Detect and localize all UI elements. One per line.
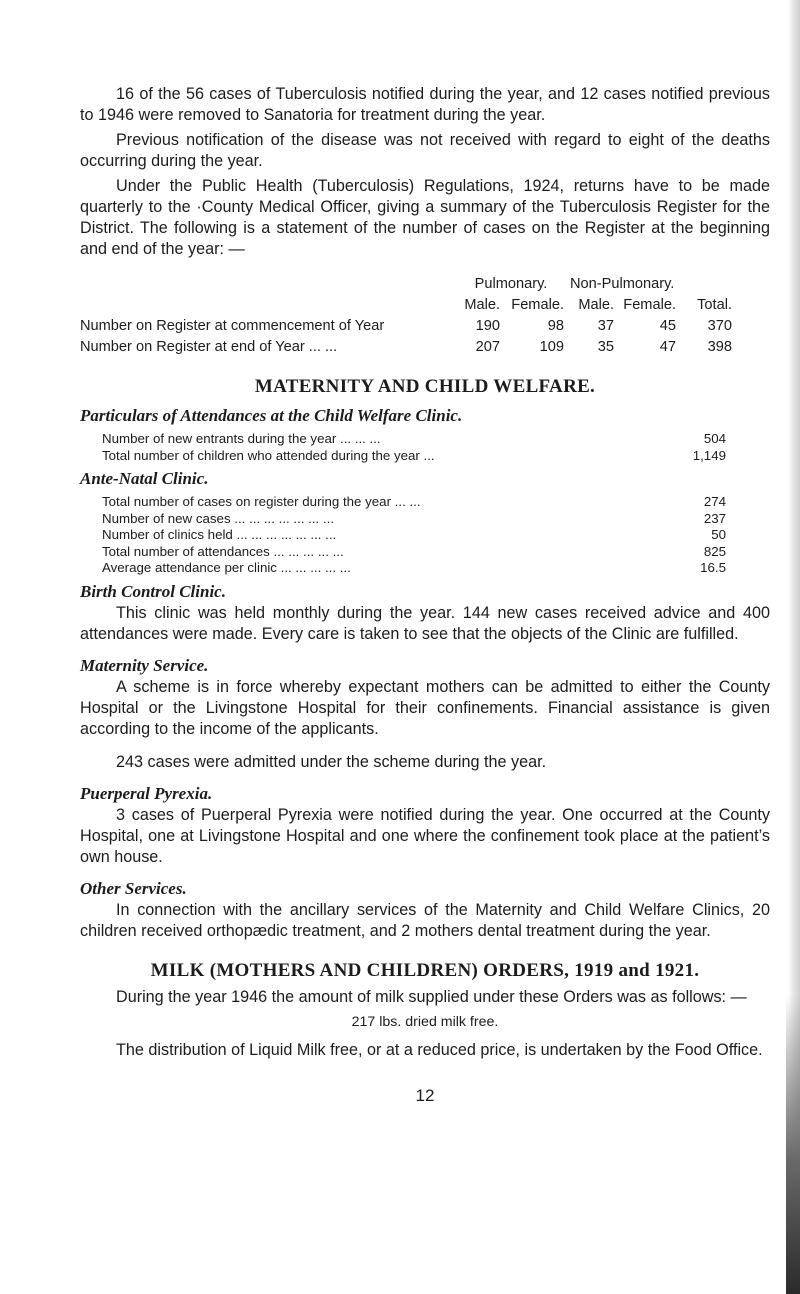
table-cell: 37 — [597, 318, 614, 334]
stat-label: Number of new cases ... ... ... ... ... ... ... — [102, 510, 335, 526]
ante-natal-clinic-heading: Ante-Natal Clinic. — [80, 469, 209, 488]
table-column-header-row — [80, 295, 732, 316]
stat-value: 1,149 — [692, 447, 726, 463]
stat-row — [102, 544, 726, 561]
child-welfare-clinic-heading: Particulars of Attendances at the Child Welfare Clinic. — [80, 406, 463, 425]
stat-label: Total number of children who attended during the year ... — [102, 447, 435, 463]
other-services-heading: Other Services. — [80, 878, 187, 898]
column-header: Total. — [697, 297, 732, 313]
birth-control-clinic-heading: Birth Control Clinic. — [80, 581, 226, 601]
stat-label: Total number of attendances ... ... ... ... ... — [102, 543, 344, 559]
maternity-service-paragraph-1: A scheme is in force whereby expectant mothers can be admitted to either the County Hospital or the Livingstone Hospital for their confinements. Financial assistance is given according to the income of the applicants. — [80, 677, 770, 738]
stat-value: 504 — [703, 431, 726, 446]
table-cell: 47 — [659, 339, 676, 355]
stat-row — [102, 527, 726, 544]
milk-paragraph-1: During the year 1946 the amount of milk supplied under these Orders was as follows: — — [116, 987, 747, 1006]
table-cell: 98 — [547, 318, 564, 334]
column-header: Female. — [623, 297, 676, 313]
page-edge-dark-shadow — [786, 994, 800, 1294]
column-header: Male. — [464, 297, 500, 313]
group-header-non-pulmonary: Non-Pulmonary. — [570, 276, 675, 292]
table-cell: 207 — [475, 339, 500, 355]
table-cell: 370 — [707, 318, 732, 334]
milk-amount-line: 217 lbs. dried milk free. — [351, 1013, 499, 1030]
stat-value: 825 — [703, 543, 726, 559]
table-cell: 398 — [707, 339, 732, 355]
stat-row — [102, 431, 726, 448]
ante-natal-stats — [102, 494, 726, 577]
puerperal-pyrexia-paragraph: 3 cases of Puerperal Pyrexia were notified during the year. One occurred at the County Hospital, one at Livingstone Hospital and one where the confinement took place at the patient’s own house. — [80, 805, 770, 866]
maternity-service-heading: Maternity Service. — [80, 655, 209, 675]
birth-control-paragraph: This clinic was held monthly during the year. 144 new cases received advice and 400 attendances were made. Every care is taken to see that the objects of the Clinic are fulfilled. — [80, 603, 770, 643]
intro-paragraph-2: Previous notification of the disease was not received with regard to eight of the deaths occurring during the year. — [80, 131, 770, 170]
tuberculosis-register-table — [80, 274, 732, 358]
maternity-service-paragraph-2: 243 cases were admitted under the scheme during the year. — [116, 752, 547, 771]
page-number: 12 — [415, 1085, 435, 1105]
intro-paragraph-1: 16 of the 56 cases of Tuberculosis notified during the year, and 12 cases notified previous to 1946 were removed to Sanatoria for treatment during the year. — [80, 85, 770, 124]
document-page — [80, 84, 770, 1107]
stat-row — [102, 511, 726, 528]
row-label: Number on Register at end of Year ... ... — [80, 339, 338, 355]
group-header-pulmonary: Pulmonary. — [474, 276, 548, 292]
maternity-section-heading: MATERNITY AND CHILD WELFARE. — [254, 376, 596, 397]
stat-value: 16.5 — [700, 560, 726, 575]
milk-orders-heading: MILK (MOTHERS AND CHILDREN) ORDERS, 1919 and 1921. — [150, 959, 700, 981]
other-services-paragraph: In connection with the ancillary services of the Maternity and Child Welfare Clinics, 20 children received orthopædic treatment, and 2 mothers dental treatment during the year. — [80, 900, 770, 940]
column-header: Male. — [578, 297, 614, 313]
intro-paragraph-3: Under the Public Health (Tuberculosis) Regulations, 1924, returns have to be made quarterly to the ·County Medical Officer, giving a summary of the Tuberculosis Register for the District. The following is a statement of the number of cases on the Register at the beginning and end of the year: — — [80, 177, 770, 258]
table-row — [80, 316, 732, 337]
stat-label: Average attendance per clinic ... ... ... ... ... — [102, 560, 351, 575]
stat-value: 237 — [703, 510, 726, 526]
stat-row — [102, 448, 726, 465]
milk-paragraph-2: The distribution of Liquid Milk free, or at a reduced price, is undertaken by the Food Office. — [116, 1040, 763, 1059]
stat-label: Number of new entrants during the year ... ... ... — [102, 431, 381, 446]
table-cell: 45 — [659, 318, 676, 334]
child-welfare-stats — [102, 431, 726, 464]
stat-value: 274 — [703, 494, 726, 509]
table-row — [80, 337, 732, 358]
stat-label: Total number of cases on register during the year ... ... — [102, 494, 421, 509]
stat-value: 50 — [711, 527, 726, 542]
column-header: Female. — [511, 297, 564, 313]
stat-row — [102, 494, 726, 511]
table-cell: 35 — [597, 339, 614, 355]
table-cell: 190 — [475, 318, 500, 334]
stat-label: Number of clinics held ... ... ... ... ... ... ... — [102, 527, 337, 542]
table-group-header-row — [80, 274, 732, 295]
stat-row — [102, 560, 726, 577]
row-label: Number on Register at commencement of Year — [80, 318, 385, 334]
table-cell: 109 — [539, 339, 564, 355]
puerperal-pyrexia-heading: Puerperal Pyrexia. — [80, 783, 213, 803]
